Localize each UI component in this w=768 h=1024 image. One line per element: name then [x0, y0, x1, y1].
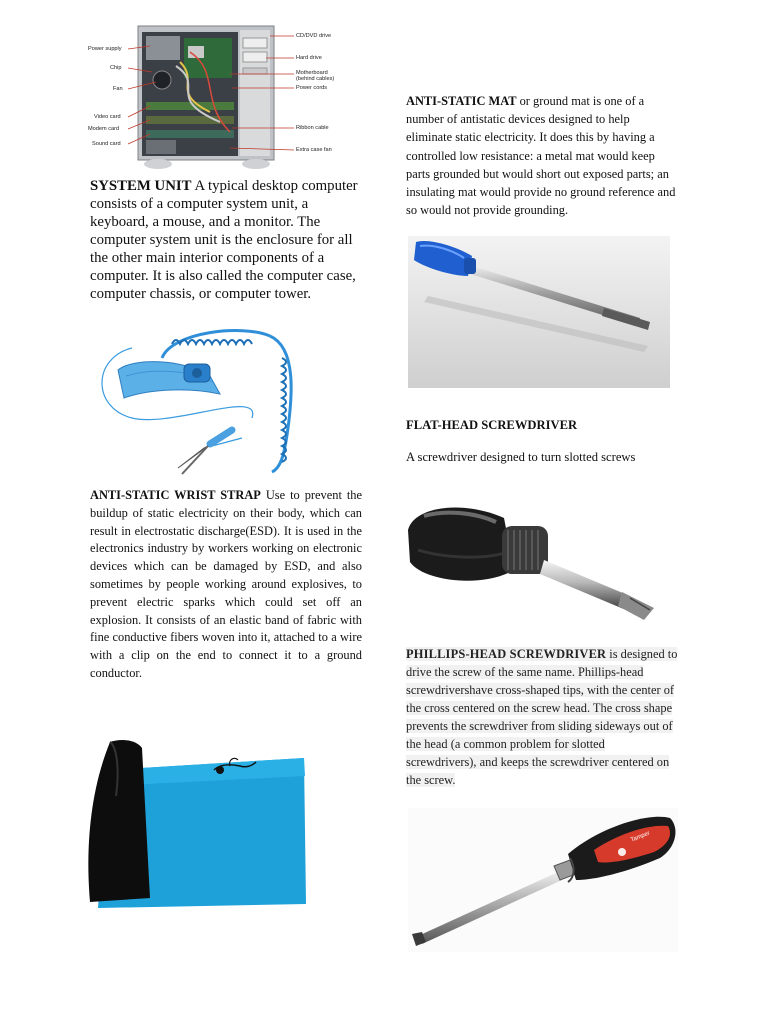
flat-head-screwdriver-figure	[408, 236, 670, 388]
torx-brand-label: Tamper	[630, 830, 651, 844]
system-unit-text: A typical desktop computer consists of a computer system unit, a keyboard, a mouse, and a monitor. The computer system unit is the enclosure for all the other main interior components of a computer. It is also called the computer case, computer chassis, or computer tower.	[90, 178, 358, 302]
computer-system-unit-figure	[80, 22, 362, 174]
label-fan: Fan	[113, 86, 123, 92]
label-sound-card: Sound card	[92, 141, 121, 147]
anti-static-mat-figure	[80, 736, 316, 914]
label-chip: Chip	[110, 65, 122, 71]
phillips-text: is designed to drive the screw of the same name. Phillips-head screwdrivershave cross-shaped tips, with the center of the cross centered on the screw head. The cross shape prevents the screwdriver from sliding sideways out of the head (a common problem for slotted screwdrivers), and keeps the screwdriver centered on the screw.	[406, 647, 678, 787]
flat-head-description: A screwdriver designed to turn slotted screws	[406, 450, 636, 464]
wrist-strap-paragraph	[90, 487, 362, 683]
label-behind-cables: (behind cables)	[296, 76, 335, 82]
label-cd-dvd-drive: CD/DVD drive	[296, 33, 332, 39]
label-motherboard: Motherboard	[296, 70, 328, 76]
label-modem-card: Modem card	[88, 126, 120, 132]
phillips-paragraph	[406, 645, 678, 789]
wrist-strap-figure	[92, 318, 310, 478]
wrist-strap-text: Use to prevent the buildup of static electricity on their body, which can result in electrostatic discharge(ESD). It is used in the electronics industry by workers working on electronic devices which can be damaged by ESD, and also sometimes by people working around explosives, to prevent electric sparks which could set off an explosion. It consists of an elastic band of fabric with fine conductive fibers woven into it, attached to a wire with a clip on the end to connect it to a ground conductor.	[90, 488, 363, 680]
phillips-screwdriver-figure	[404, 500, 656, 630]
label-video-card: Video card	[94, 114, 121, 120]
flat-head-title: FLAT-HEAD SCREWDRIVER	[406, 418, 578, 432]
label-hard-drive: Hard drive	[296, 55, 322, 61]
anti-static-mat-title: ANTI-STATIC MAT	[406, 94, 517, 108]
label-extra-case-fan: Extra case fan	[296, 147, 332, 153]
label-power-supply: Power supply	[88, 46, 122, 52]
system-unit-title: SYSTEM UNIT	[90, 178, 192, 194]
label-ribbon-cable: Ribbon cable	[296, 125, 329, 131]
phillips-title: PHILLIPS-HEAD SCREWDRIVER	[406, 647, 607, 661]
torx-screwdriver-figure	[408, 808, 678, 952]
computer-labels-left	[80, 22, 130, 174]
system-unit-paragraph	[90, 177, 362, 303]
computer-labels-right	[296, 22, 362, 174]
label-power-cords: Power cords	[296, 85, 328, 91]
anti-static-mat-paragraph	[406, 92, 676, 219]
wrist-strap-title: ANTI-STATIC WRIST STRAP	[90, 488, 261, 502]
anti-static-mat-text: or ground mat is one of a number of antistatic devices designed to help eliminate static electricity. It does this by having a controlled low resistance: a metal mat would keep parts grounded but would short out exposed parts; an insulating mat would provide no ground reference and so would not provide grounding.	[406, 94, 676, 218]
